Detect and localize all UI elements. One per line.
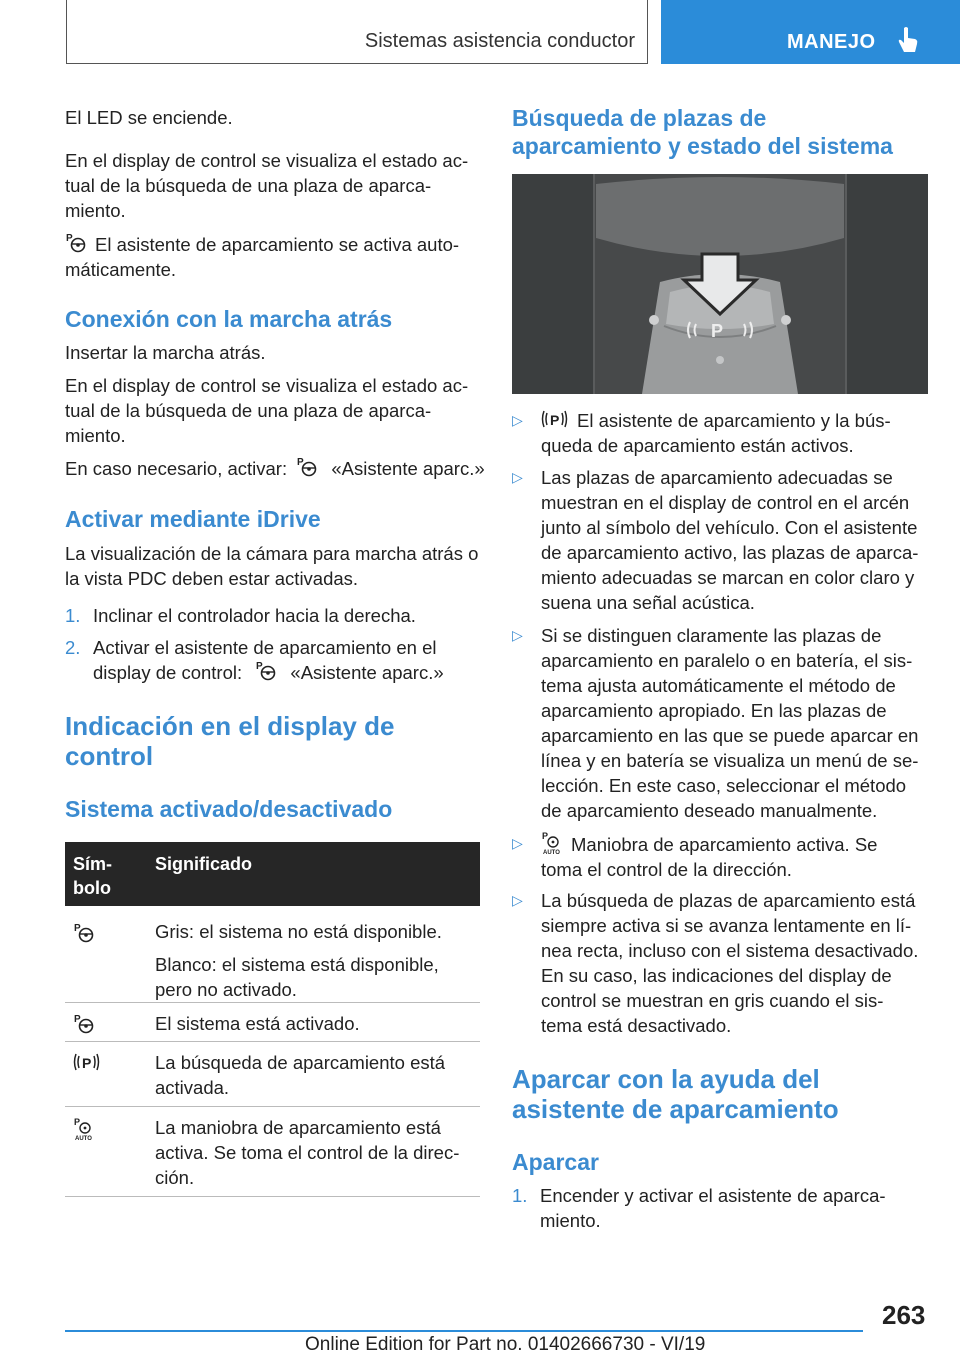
header-section-box bbox=[66, 0, 648, 64]
bullet-item: ▷ Las plazas de aparcamiento adecuadas se muestran en el display de control en el arcén junto al símbolo del vehículo. Con el asistente de aparcamiento activo, las plazas de aparca- miento adecuadas se marcan en color claro y suena una señal acústica. bbox=[512, 467, 919, 613]
column-header-symbol: Sím- bolo bbox=[73, 854, 113, 898]
heading-search-status: Búsqueda de plazas de aparcamiento y estado del sistema bbox=[512, 105, 893, 159]
step-2: 2. Activar el asistente de aparcamiento en el display de control: «Asistente aparc.» bbox=[65, 637, 444, 683]
heading-idrive: Activar mediante iDrive bbox=[65, 506, 321, 532]
idrive-paragraph: La visualización de la cámara para marcha atrás o la vista PDC deben estar activadas. bbox=[65, 543, 479, 589]
bullet-triangle-icon: ▷ bbox=[512, 469, 523, 485]
step-1: 1. Inclinar el controlador hacia la derecha. bbox=[65, 605, 416, 626]
table-row: La búsqueda de aparcamiento está activada. bbox=[65, 1042, 480, 1107]
heading-aparcar: Aparcar bbox=[512, 1149, 599, 1175]
bullet-item: ▷ El asistente de aparcamiento y la bús- queda de aparcamiento están activos. bbox=[512, 410, 891, 456]
table-header bbox=[65, 842, 480, 906]
park-auto-icon bbox=[73, 1117, 97, 1143]
reverse-display-paragraph: En el display de control se visualiza el estado ac- tual de la búsqueda de una plaza de aparca- miento. bbox=[65, 375, 469, 446]
chapter-tab-label: MANEJO bbox=[787, 31, 876, 53]
column-header-meaning: Significado bbox=[155, 854, 253, 874]
park-assist-grey-icon bbox=[73, 922, 99, 944]
table-row: Gris: el sistema no está disponible. Blanco: el sistema está disponible, pero no activado. bbox=[65, 906, 480, 1003]
parking-search-icon bbox=[541, 408, 569, 430]
heading-reverse: Conexión con la marcha atrás bbox=[65, 306, 393, 332]
bullet-triangle-icon: ▷ bbox=[512, 892, 523, 908]
heading-park-assist: Aparcar con la ayuda del asistente de aparcamiento bbox=[512, 1064, 839, 1124]
display-status-paragraph: En el display de control se visualiza el estado ac- tual de la búsqueda de una plaza de aparca- miento. bbox=[65, 150, 469, 221]
symbol-table bbox=[65, 842, 480, 1197]
hand-pointer-icon bbox=[897, 26, 919, 54]
parking-search-icon bbox=[73, 1051, 101, 1073]
park-assist-active-icon bbox=[73, 1013, 99, 1035]
heading-display: Indicación en el display de control bbox=[65, 711, 395, 771]
photo-p-label: P bbox=[711, 321, 724, 341]
table-row: La maniobra de aparcamiento está activa. Se toma el control de la direc- ción. bbox=[65, 1107, 480, 1197]
bullet-item: ▷ La búsqueda de plazas de aparcamiento está siempre activa si se avanza lentamente en lí- nea recta, incluso con el sistema desactivado. En su caso, las indicaciones del display de control se muestran en gris cuando el sis- tema está desactivado. bbox=[512, 890, 919, 1036]
bullet-triangle-icon: ▷ bbox=[512, 627, 523, 643]
footer-divider bbox=[65, 1330, 863, 1332]
park-step-1: 1. Encender y activar el asistente de aparca- miento. bbox=[512, 1185, 886, 1231]
bullet-item: ▷ Maniobra de aparcamiento activa. Se toma el control de la dirección. bbox=[512, 831, 928, 882]
car-illustration bbox=[512, 174, 928, 394]
auto-activate-paragraph: El asistente de aparcamiento se activa auto- máticamente. bbox=[65, 234, 460, 280]
header-section-title: Sistemas asistencia conductor bbox=[364, 30, 635, 52]
bullet-triangle-icon: ▷ bbox=[512, 412, 523, 428]
page-number: 263 bbox=[882, 1300, 926, 1330]
chapter-tab[interactable] bbox=[661, 0, 960, 64]
park-auto-icon bbox=[541, 831, 565, 857]
bullet-item: ▷ Si se distinguen claramente las plazas de aparcamiento en paralelo o en batería, el sis- tema ajusta automáticamente el método de aparcamiento apropiado. En las plazas de aparcamiento en las que se puede aparcar en línea y en batería se visualiza un menú de se- lección. En este caso, seleccionar el método de aparcamiento deseado manualmente. bbox=[512, 625, 919, 821]
reverse-text: Insertar la marcha atrás. bbox=[65, 342, 266, 363]
parking-display-illustration bbox=[512, 174, 928, 394]
heading-system-status: Sistema activado/desactivado bbox=[65, 796, 393, 822]
table-row: El sistema está activado. bbox=[65, 1003, 480, 1042]
park-assist-icon bbox=[296, 456, 322, 478]
footer-edition: Online Edition for Part no. 01402666730 - VI/19 bbox=[305, 1334, 706, 1355]
led-text: El LED se enciende. bbox=[65, 107, 233, 128]
bullet-triangle-icon: ▷ bbox=[512, 835, 523, 851]
park-assist-icon bbox=[255, 660, 281, 682]
activate-if-needed: En caso necesario, activar: «Asistente aparc.» bbox=[65, 458, 485, 479]
park-assist-icon bbox=[65, 232, 91, 254]
